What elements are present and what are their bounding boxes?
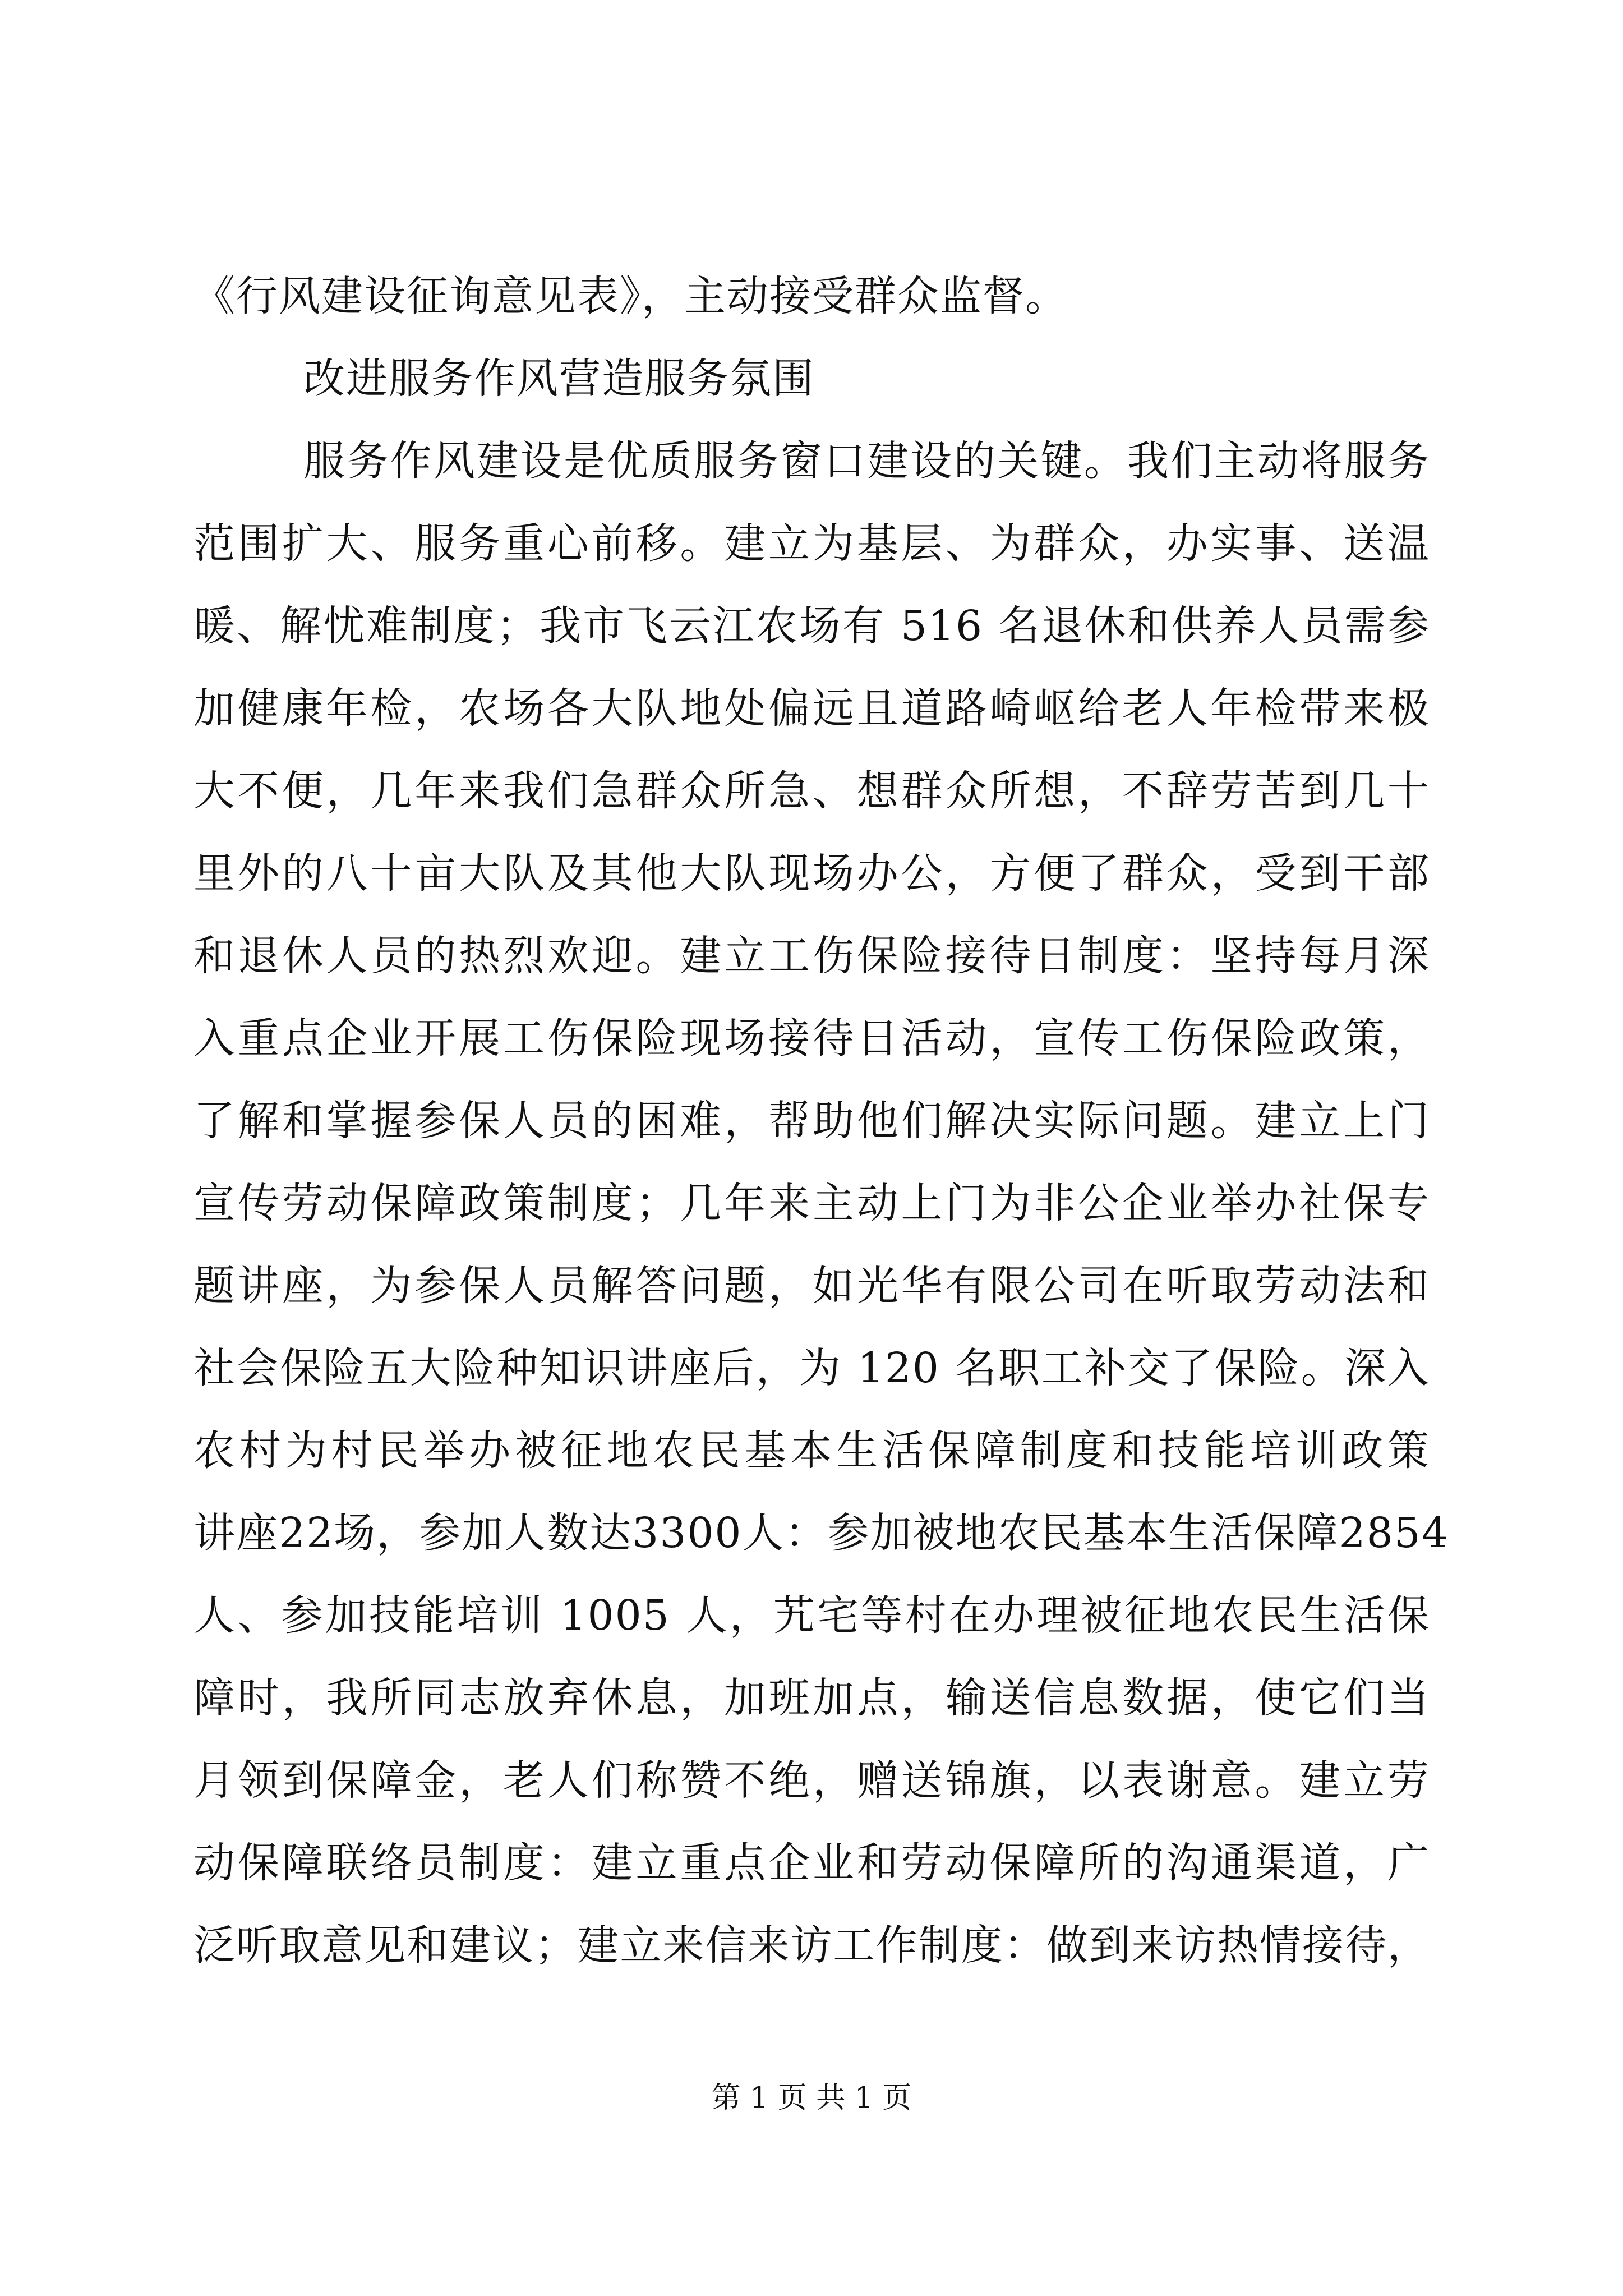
paragraph-line: 入重点企业开展工伤保险现场接待日活动，宣传工伤保险政策，: [193, 1014, 1430, 1062]
paragraph-line: 了解和掌握参保人员的困难，帮助他们解决实际问题。建立上门: [193, 1097, 1430, 1145]
section-heading: 改进服务作风营造服务氛围: [303, 355, 815, 403]
paragraph-line: 农村为村民举办被征地农民基本生活保障制度和技能培训政策: [193, 1427, 1430, 1475]
paragraph-line: 人、参加技能培训 1005 人，艽宅等村在办理被征地农民生活保: [193, 1591, 1430, 1640]
paragraph-line: 里外的八十亩大队及其他大队现场办公，方便了群众，受到干部: [193, 849, 1430, 898]
paragraph-line: 大不便，几年来我们急群众所急、想群众所想，不辞劳苦到几十: [193, 767, 1430, 815]
paragraph-line: 宣传劳动保障政策制度；几年来主动上门为非公企业举办社保专: [193, 1179, 1430, 1227]
paragraph-line: 泛听取意见和建议；建立来信来访工作制度：做到来访热情接待，: [193, 1921, 1430, 1970]
paragraph-line: 社会保险五大险种知识讲座后，为 120 名职工补交了保险。深入: [193, 1344, 1430, 1392]
page-footer: 第 1 页 共 1 页: [711, 2081, 912, 2115]
paragraph-line: 暖、解忧难制度；我市飞云江农场有 516 名退休和供养人员需参: [193, 602, 1430, 650]
document-body: [193, 255, 1449, 1987]
paragraph-line: 加健康年检，农场各大队地处偏远且道路崎岖给老人年检带来极: [193, 684, 1430, 733]
paragraph-line: 和退休人员的热烈欢迎。建立工伤保险接待日制度：坚持每月深: [193, 932, 1430, 980]
paragraph-line: 题讲座，为参保人员解答问题，如光华有限公司在听取劳动法和: [193, 1262, 1430, 1310]
paragraph-line: 《行风建设征询意见表》，主动接受群众监督。: [193, 272, 1068, 320]
paragraph-line: 讲座22场，参加人数达3300人：参加被地农民基本生活保障2854: [193, 1509, 1449, 1557]
paragraph-line: 服务作风建设是优质服务窗口建设的关键。我们主动将服务: [303, 437, 1430, 485]
paragraph-line: 月领到保障金，老人们称赞不绝，赠送锦旗，以表谢意。建立劳: [193, 1756, 1430, 1805]
paragraph-line: 动保障联络员制度：建立重点企业和劳动保障所的沟通渠道，广: [193, 1839, 1430, 1887]
paragraph-line: 范围扩大、服务重心前移。建立为基层、为群众，办实事、送温: [193, 519, 1430, 568]
paragraph-line: 障时，我所同志放弃休息，加班加点，输送信息数据，使它们当: [193, 1674, 1430, 1722]
